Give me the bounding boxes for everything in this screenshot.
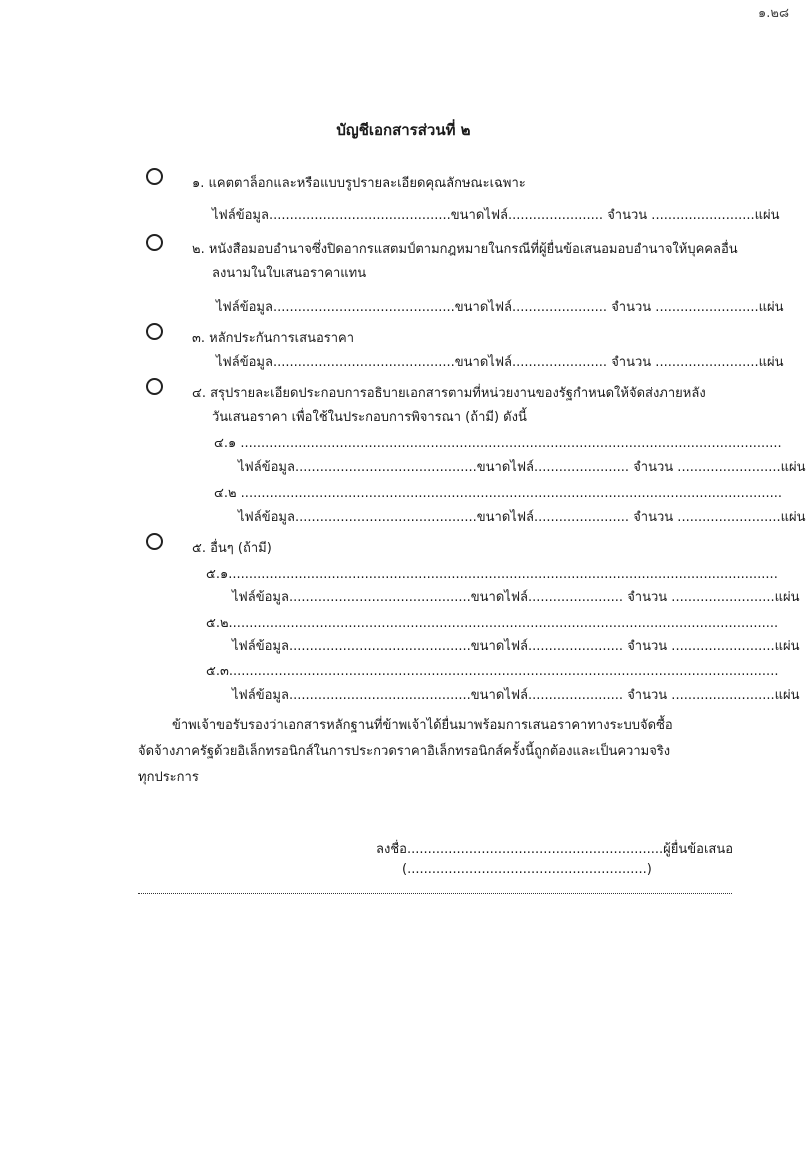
- file-count-label: จำนวน .........................: [611, 300, 759, 315]
- item-1-label: ๑. แคตตาล็อกและหรือแบบรูปรายละเอียดคุณลักษณะเฉพาะ: [192, 176, 526, 191]
- signature-line: ลงชื่อ..............................................................ผู้ยื่นข้อเสนอ: [376, 842, 734, 857]
- item-2-label-line2: ลงนามในใบเสนอราคาแทน: [212, 266, 367, 281]
- file-field-label: ไฟล์ข้อมูล............................................: [238, 460, 477, 475]
- file-count-label: จำนวน .........................: [627, 639, 775, 654]
- sheets-label: แผ่น: [780, 510, 806, 525]
- item-3-label: ๓. หลักประกันการเสนอราคา: [192, 331, 355, 346]
- item-4-label-line2: วันเสนอราคา เพื่อใช้ในประกอบการพิจารณา (ถ้ามี) ดังนี้: [212, 410, 527, 425]
- file-size-label: ขนาดไฟล์.......................: [476, 510, 630, 525]
- page-title: บัญชีเอกสารส่วนที่ ๒: [336, 121, 471, 139]
- certification-line-2: จัดจ้างภาครัฐด้วยอิเล็กทรอนิกส์ในการประกวดราคาอิเล็กทรอนิกส์ครั้งนี้ถูกต้องและเป็นความจริง: [138, 744, 671, 759]
- certification-line-1: ข้าพเจ้าขอรับรองว่าเอกสารหลักฐานที่ข้าพเจ้าได้ยื่นมาพร้อมการเสนอราคาทางระบบจัดซื้อ: [172, 718, 673, 733]
- radio-item-5[interactable]: [146, 533, 163, 550]
- page-number: ๑.๒๘: [758, 6, 789, 21]
- file-size-label: ขนาดไฟล์.......................: [470, 639, 624, 654]
- file-field-label: ไฟล์ข้อมูล............................................: [232, 590, 471, 605]
- certification-line-3: ทุกประการ: [138, 770, 199, 785]
- file-count-label: จำนวน .........................: [611, 355, 759, 370]
- radio-item-3[interactable]: [146, 323, 163, 340]
- sheets-label: แผ่น: [754, 208, 780, 223]
- file-line-1: [212, 204, 780, 225]
- file-size-label: ขนาดไฟล์.......................: [454, 300, 608, 315]
- sub-item-5-3: ๕.๓.....................................................................................................................................: [206, 664, 779, 679]
- sheets-label: แผ่น: [780, 460, 806, 475]
- file-line-4-1: [238, 456, 806, 477]
- file-line-2: [216, 296, 784, 317]
- file-count-label: จำนวน .........................: [633, 460, 781, 475]
- file-size-label: ขนาดไฟล์.......................: [470, 590, 624, 605]
- sheets-label: แผ่น: [758, 300, 784, 315]
- sheets-label: แผ่น: [774, 688, 800, 703]
- radio-item-4[interactable]: [146, 378, 163, 395]
- radio-item-2[interactable]: [146, 234, 163, 251]
- file-line-5-3: [232, 684, 800, 705]
- sheets-label: แผ่น: [774, 639, 800, 654]
- file-size-label: ขนาดไฟล์.......................: [476, 460, 630, 475]
- sub-item-4-1: ๔.๑ ...................................................................................................................................: [214, 436, 782, 451]
- sub-item-5-1: ๕.๑.....................................................................................................................................: [206, 567, 778, 582]
- signer-name-line: (..........................................................): [402, 862, 652, 877]
- file-field-label: ไฟล์ข้อมูล............................................: [212, 208, 451, 223]
- radio-item-1[interactable]: [146, 168, 163, 185]
- file-field-label: ไฟล์ข้อมูล............................................: [216, 300, 455, 315]
- file-size-label: ขนาดไฟล์.......................: [470, 688, 624, 703]
- file-count-label: จำนวน .........................: [627, 590, 775, 605]
- item-5-label: ๕. อื่นๆ (ถ้ามี): [192, 541, 272, 556]
- file-count-label: จำนวน .........................: [607, 208, 755, 223]
- file-field-label: ไฟล์ข้อมูล............................................: [238, 510, 477, 525]
- file-field-label: ไฟล์ข้อมูล............................................: [232, 639, 471, 654]
- divider: [138, 893, 732, 894]
- sub-item-4-2: ๔.๒ ...................................................................................................................................: [214, 486, 783, 501]
- file-field-label: ไฟล์ข้อมูล............................................: [232, 688, 471, 703]
- file-count-label: จำนวน .........................: [627, 688, 775, 703]
- item-4-label: ๔. สรุปรายละเอียดประกอบการอธิบายเอกสารตามที่หน่วยงานของรัฐกำหนดให้จัดส่งภายหลัง: [192, 386, 706, 401]
- file-line-5-1: [232, 586, 800, 607]
- file-field-label: ไฟล์ข้อมูล............................................: [216, 355, 455, 370]
- file-count-label: จำนวน .........................: [633, 510, 781, 525]
- file-size-label: ขนาดไฟล์.......................: [454, 355, 608, 370]
- file-line-3: [216, 351, 784, 372]
- file-size-label: ขนาดไฟล์.......................: [450, 208, 604, 223]
- sub-item-5-2: ๕.๒.....................................................................................................................................: [206, 616, 779, 631]
- item-2-label: ๒. หนังสือมอบอำนาจซึ่งปิดอากรแสตมป์ตามกฎหมายในกรณีที่ผู้ยื่นข้อเสนอมอบอำนาจให้บุคคลอื่น: [192, 242, 738, 257]
- sheets-label: แผ่น: [774, 590, 800, 605]
- file-line-5-2: [232, 635, 800, 656]
- sheets-label: แผ่น: [758, 355, 784, 370]
- file-line-4-2: [238, 506, 806, 527]
